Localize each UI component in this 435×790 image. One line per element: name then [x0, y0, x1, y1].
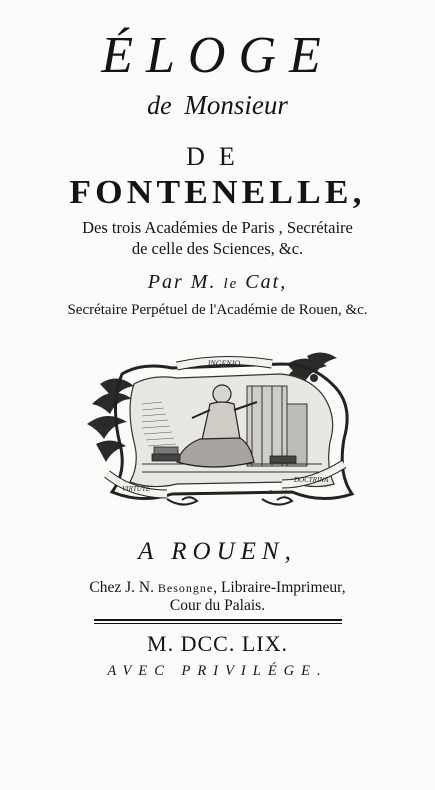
double-rule-thick [94, 619, 342, 621]
author-name: Cat, [245, 271, 288, 293]
ribbon-top-label: INGENIO [207, 359, 241, 368]
author-line [0, 272, 435, 292]
author-initial: M. [190, 271, 217, 293]
subtitle-line [0, 92, 435, 119]
author-par: Par [147, 271, 184, 293]
subtitle-honorific: Monsieur [184, 90, 288, 120]
book-title: ÉLOGE [101, 27, 334, 84]
printer-name: Besongne [157, 581, 214, 595]
printer-suffix: , Libraire-Imprimeur, [213, 579, 346, 596]
subject-name: FONTENELLE, [69, 174, 366, 211]
engraver-signature: Gravé f. [268, 490, 288, 496]
printer-line [0, 580, 435, 596]
printer-prefix: Chez J. N. [89, 579, 154, 596]
subtitle-prefix: de [147, 91, 172, 120]
subject-description-line-1: Des trois Académies de Paris , Secrétaire [82, 218, 353, 237]
author-le: le [223, 276, 239, 292]
ribbon-right-label: DOCTRINA [294, 476, 329, 484]
privilege-line: AVEC PRIVILÉGE. [107, 663, 328, 679]
subject-description-line-2: de celle des Sciences, &c. [131, 239, 304, 258]
engraved-vignette [82, 344, 362, 519]
imprint-date: M. DCC. LIX. [147, 631, 288, 656]
de-line: DE [186, 142, 249, 171]
printer-address: Cour du Palais. [169, 597, 266, 614]
scroll-flourish-icon [167, 497, 292, 504]
ribbon-left-label: VIRTUTE [122, 485, 150, 493]
double-rule-thin [94, 623, 342, 624]
foliage-left-icon [87, 378, 134, 462]
author-role: Secrétaire Perpétuel de l'Académie de Rouen, &c. [67, 302, 368, 318]
imprint-city: A ROUEN, [138, 538, 297, 565]
